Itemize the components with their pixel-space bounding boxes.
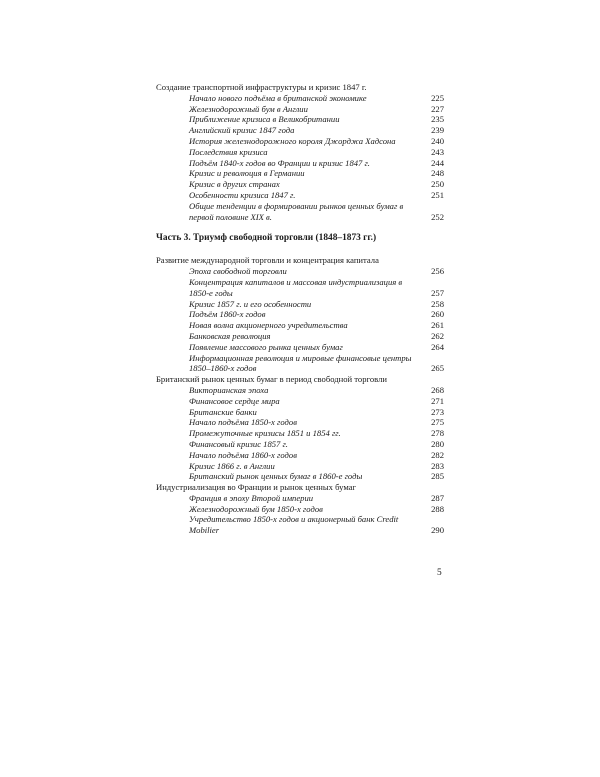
- toc-entry-title: Британский рынок ценных бумаг в 1860-е годы: [189, 471, 363, 482]
- toc-entry: [156, 461, 444, 472]
- toc-entry-title: Финансовое сердце мира: [189, 395, 280, 406]
- toc-entry: [156, 104, 444, 115]
- section-heading: Британский рынок ценных бумаг в период свободной торговли: [156, 374, 387, 385]
- toc-entry-page: 290: [431, 525, 444, 536]
- table-of-contents: [156, 82, 444, 536]
- toc-entry-title: Кризис в других странах: [189, 179, 280, 190]
- toc-entry: [156, 93, 444, 104]
- toc-entry: [156, 396, 444, 407]
- toc-entry: [156, 136, 444, 147]
- toc-entry-title: Подъём 1840-х годов во Франции и кризис 1847 г.: [189, 157, 370, 168]
- toc-entry-page: 250: [431, 179, 444, 190]
- toc-entry-page: 258: [431, 298, 444, 309]
- toc-entry-title: Последствия кризиса: [189, 146, 268, 157]
- toc-entry-title: Начало подъёма 1850-х годов: [189, 417, 297, 428]
- toc-entry: [156, 417, 444, 428]
- toc-entry-page: 244: [431, 157, 444, 168]
- toc-entry-page: 287: [431, 492, 444, 503]
- toc-entry: [156, 190, 444, 201]
- toc-entry: [156, 320, 444, 331]
- toc-entry-title: Подъём 1860-х годов: [189, 309, 266, 320]
- toc-entry: [156, 439, 444, 450]
- toc-entry-page: 225: [431, 92, 444, 103]
- toc-entry-title: Эпоха свободной торговли: [189, 266, 287, 277]
- toc-entry-title: Викторианская эпоха: [189, 384, 269, 395]
- toc-entry: [156, 309, 444, 320]
- toc-entry-page: 243: [431, 146, 444, 157]
- toc-entry-page: 285: [431, 471, 444, 482]
- toc-entry-title: Приближение кризиса в Великобритании: [189, 114, 340, 125]
- toc-entry-page: 261: [431, 320, 444, 331]
- toc-entry: [156, 168, 444, 179]
- toc-entry-page: 288: [431, 503, 444, 514]
- toc-entry-page: 252: [431, 211, 444, 222]
- toc-entry: [156, 450, 444, 461]
- toc-entry: [156, 342, 444, 353]
- toc-entry: [156, 201, 444, 223]
- toc-entry-page: 268: [431, 384, 444, 395]
- toc-entry-page: 251: [431, 189, 444, 200]
- toc-entry-title: Франция в эпоху Второй империи: [189, 492, 314, 503]
- toc-entry-title: Банковская революция: [189, 330, 271, 341]
- page-number: 5: [437, 568, 442, 578]
- toc-entry-page: 235: [431, 114, 444, 125]
- toc-entry: [156, 114, 444, 125]
- toc-entry-page: 248: [431, 168, 444, 179]
- toc-entry: [156, 299, 444, 310]
- toc-entry-title: Учредительство 1850-х годов и акционерный банк Credit Mobilier: [189, 514, 399, 536]
- toc-entry: [156, 147, 444, 158]
- toc-entry-title: Кризис 1866 г. в Англии: [189, 460, 275, 471]
- toc-entry-page: 256: [431, 266, 444, 277]
- toc-entry-page: 239: [431, 125, 444, 136]
- toc-entry-page: 265: [431, 363, 444, 374]
- toc-entry: [156, 353, 444, 375]
- toc-entry: [156, 179, 444, 190]
- toc-entry-title: Английский кризис 1847 года: [189, 125, 295, 136]
- toc-entry: [156, 428, 444, 439]
- toc-entry-page: 227: [431, 103, 444, 114]
- toc-entry-page: 273: [431, 406, 444, 417]
- toc-entry-title: Новая волна акционерного учредительства: [189, 320, 348, 331]
- part-heading: Часть 3. Триумф свободной торговли (1848–1873 гг.): [156, 233, 377, 244]
- section-heading: Индустриализация во Франции и рынок ценных бумаг: [156, 482, 357, 493]
- toc-entry-title: Общие тенденции в формировании рынков ценных бумаг в первой половине XIX в.: [189, 200, 404, 222]
- toc-entry-title: Информационная революция и мировые финансовые центры 1850–1860-х годов: [189, 352, 412, 374]
- toc-entry-title: Финансовый кризис 1857 г.: [189, 438, 288, 449]
- toc-entry-title: Железнодорожный бум 1850-х годов: [189, 503, 323, 514]
- toc-entry-title: Начало нового подъёма в британской экономике: [189, 92, 367, 103]
- toc-entry: [156, 158, 444, 169]
- toc-entry: [156, 471, 444, 482]
- toc-entry-title: Британские банки: [189, 406, 257, 417]
- toc-entry: [156, 504, 444, 515]
- toc-entry-title: История железнодорожного короля Джорджа Хадсона: [189, 135, 396, 146]
- toc-entry-title: Кризис и революция в Германии: [189, 168, 305, 179]
- toc-entry: [156, 493, 444, 504]
- toc-entry-page: 264: [431, 341, 444, 352]
- section-heading: Развитие международной торговли и концентрация капитала: [156, 255, 379, 266]
- toc-entry-page: 257: [431, 287, 444, 298]
- toc-entry-page: 240: [431, 135, 444, 146]
- toc-entry: [156, 407, 444, 418]
- toc-entry-page: 260: [431, 309, 444, 320]
- toc-entry: [156, 125, 444, 136]
- toc-entry: [156, 266, 444, 277]
- toc-entry-title: Особенности кризиса 1847 г.: [189, 189, 296, 200]
- toc-entry-title: Промежуточные кризисы 1851 и 1854 гг.: [189, 428, 341, 439]
- toc-entry-title: Концентрация капиталов и массовая индустриализация в 1850-е годы: [189, 276, 403, 298]
- toc-entry-page: 283: [431, 460, 444, 471]
- toc-entry-title: Железнодорожный бум в Англии: [189, 103, 308, 114]
- toc-entry-page: 282: [431, 449, 444, 460]
- toc-entry: [156, 514, 444, 536]
- toc-entry-page: 280: [431, 438, 444, 449]
- toc-entry: [156, 385, 444, 396]
- toc-entry-title: Начало подъёма 1860-х годов: [189, 449, 297, 460]
- toc-entry: [156, 331, 444, 342]
- toc-entry: [156, 277, 444, 299]
- toc-entry-page: 271: [431, 395, 444, 406]
- toc-entry-page: 275: [431, 417, 444, 428]
- toc-entry-page: 262: [431, 330, 444, 341]
- toc-entry-title: Появление массового рынка ценных бумаг: [189, 341, 343, 352]
- toc-entry-title: Кризис 1857 г. и его особенности: [189, 298, 312, 309]
- toc-entry-page: 278: [431, 428, 444, 439]
- section-heading: Создание транспортной инфраструктуры и кризис 1847 г.: [156, 82, 367, 92]
